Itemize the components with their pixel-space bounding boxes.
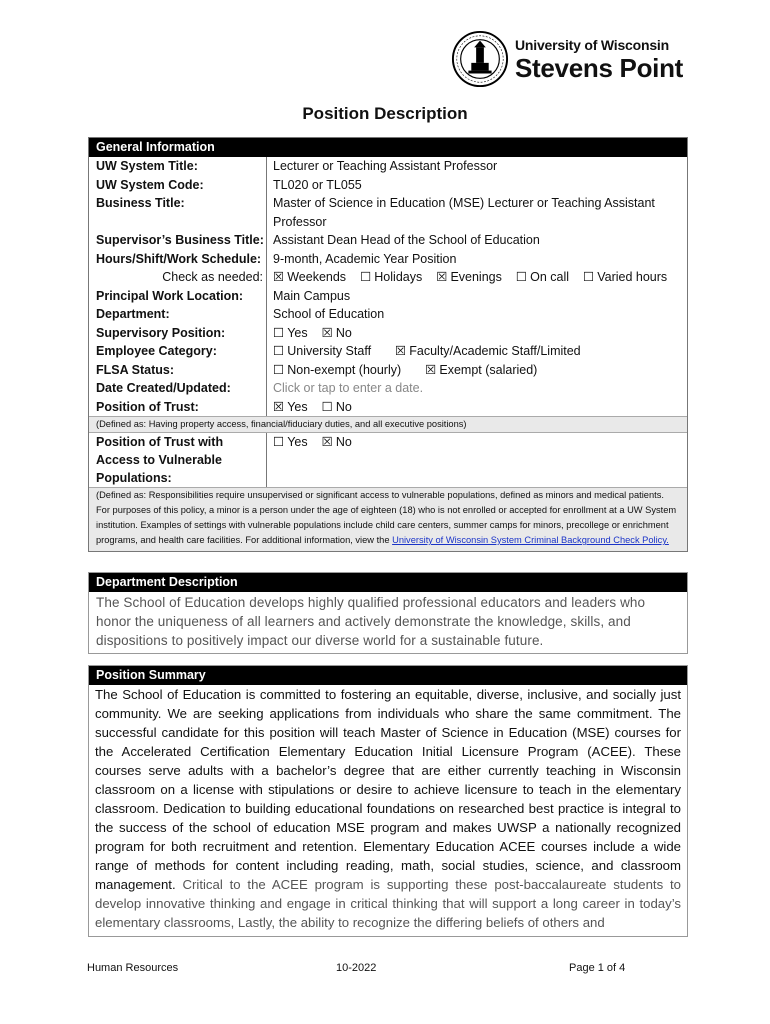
general-information-header: General Information xyxy=(89,138,687,157)
supervisory-checkboxes xyxy=(266,324,687,343)
checkbox-label: Evenings xyxy=(450,270,502,284)
footer-department: Human Resources xyxy=(87,962,179,974)
checkbox-box: ☒ xyxy=(395,344,407,358)
background-check-policy-link[interactable]: University of Wisconsin System Criminal Background Check Policy. xyxy=(392,535,669,545)
field-label: Department: xyxy=(96,307,170,321)
position-summary-text[interactable] xyxy=(89,685,687,936)
info-row-supervisory xyxy=(89,324,687,343)
checkbox-label: Weekends xyxy=(287,270,347,284)
checkbox-label: Yes xyxy=(287,435,308,449)
university-seal-icon xyxy=(451,30,509,88)
summary-main-text: The School of Education is committed to fostering an equitable, diverse, inclusive, and socially just community. We are seeking applications from individuals who share the same commitment. The successful candidate for this position will teach Master of Science in Education (MSE) courses for the Accelerated Certification Elementary Education Initial Licensure Program (ACEE). These courses serve adults with a bachelor’s degree that are either currently teaching in Wisconsin classroom on a license with stipulations or desire to achieve licensure to teach in the elementary classroom. Dedication to building educational foundations on researched best practice is integral to the success of the school of education MSE program and makes UWSP a nationally recognized program for both recruitment and retention. Elementary Education ACEE courses include a wide range of methods for content including reading, math, social studies, science, and classroom management. xyxy=(95,687,681,892)
trust-checkboxes xyxy=(266,398,687,417)
footer-date: 10-2022 xyxy=(336,962,377,974)
field-label: Position of Trust: xyxy=(96,399,199,414)
info-row-location xyxy=(89,287,687,306)
checkbox-varied-hours[interactable] xyxy=(583,270,667,284)
checkbox-box: ☒ xyxy=(425,362,437,377)
checkbox-label: Yes xyxy=(287,399,308,414)
checkbox-label: Non-exempt (hourly) xyxy=(287,362,402,377)
checkbox-label: Varied hours xyxy=(597,270,668,284)
position-summary-header: Position Summary xyxy=(89,666,687,685)
vulnerable-checkboxes xyxy=(266,433,687,487)
checkbox-box: ☐ xyxy=(360,270,372,284)
field-label: Supervisor’s Business Title: xyxy=(96,233,264,247)
checkbox-supervisory-yes[interactable] xyxy=(273,326,308,340)
info-row-supervisor-title xyxy=(89,231,687,250)
schedule-checkboxes xyxy=(266,268,687,287)
field-label: UW System Title: xyxy=(96,159,198,173)
field-label: FLSA Status: xyxy=(96,362,175,377)
checkbox-label: No xyxy=(335,435,352,449)
checkbox-university-staff[interactable] xyxy=(273,344,371,358)
logo-campus-name: Stevens Point xyxy=(515,52,684,83)
checkbox-box: ☐ xyxy=(321,399,333,414)
checkbox-trust-no[interactable] xyxy=(322,400,352,414)
checkbox-box: ☐ xyxy=(273,435,285,449)
info-row-category xyxy=(89,342,687,361)
field-label: Employee Category: xyxy=(96,344,217,358)
field-label: Supervisory Position: xyxy=(96,325,226,340)
checkbox-faculty-staff[interactable] xyxy=(395,344,581,358)
checkbox-exempt[interactable] xyxy=(425,363,537,377)
checkbox-evenings[interactable] xyxy=(436,270,502,284)
checkbox-holidays[interactable] xyxy=(360,270,422,284)
checkbox-box: ☐ xyxy=(583,270,595,284)
field-value[interactable]: School of Education xyxy=(266,305,687,324)
checkbox-vulnerable-yes[interactable] xyxy=(273,435,308,449)
field-label: Hours/Shift/Work Schedule: xyxy=(96,251,262,266)
department-description-text[interactable]: The School of Education develops highly qualified professional educators and leaders who honor the uniqueness of all learners and actively demonstrate the knowledge, skills, and dispositions to positively impact our diverse world for a sustainable future. xyxy=(96,595,646,648)
checkbox-label: No xyxy=(335,325,352,340)
position-summary-section xyxy=(88,665,688,937)
info-row-schedule xyxy=(89,250,687,269)
checkbox-label: Exempt (salaried) xyxy=(439,362,538,377)
checkbox-non-exempt[interactable] xyxy=(273,363,401,377)
info-row-system-code xyxy=(89,176,687,195)
checkbox-vulnerable-no[interactable] xyxy=(322,435,352,449)
field-value[interactable]: Lecturer or Teaching Assistant Professor xyxy=(266,157,687,176)
checkbox-box: ☒ xyxy=(273,399,285,414)
checkbox-box: ☒ xyxy=(436,270,448,284)
info-row-system-title xyxy=(89,157,687,176)
date-field[interactable]: Click or tap to enter a date. xyxy=(266,379,687,398)
checkbox-box: ☐ xyxy=(273,362,285,377)
checkbox-label: On call xyxy=(530,270,569,284)
checkbox-box: ☐ xyxy=(273,344,285,358)
info-row-trust xyxy=(89,398,687,417)
info-row-check-as-needed xyxy=(89,268,687,287)
checkbox-box: ☒ xyxy=(321,325,333,340)
field-value[interactable]: Assistant Dean Head of the School of Education xyxy=(266,231,687,250)
checkbox-on-call[interactable] xyxy=(516,270,569,284)
checkbox-trust-yes[interactable] xyxy=(273,400,308,414)
info-row-date xyxy=(89,379,687,398)
field-value[interactable]: TL020 or TL055 xyxy=(266,176,687,195)
university-logo xyxy=(451,30,683,88)
checkbox-label: Holidays xyxy=(374,270,423,284)
vulnerable-definition-note xyxy=(89,487,687,551)
info-row-business-title xyxy=(89,194,687,231)
checkbox-label: Yes xyxy=(287,325,308,340)
field-label: UW System Code: xyxy=(96,177,204,192)
flsa-checkboxes xyxy=(266,361,687,380)
field-value[interactable]: Main Campus xyxy=(266,287,687,306)
field-label-line: Populations: xyxy=(96,471,172,485)
checkbox-label: No xyxy=(335,399,352,414)
footer-page-number: Page 1 of 4 xyxy=(569,962,626,974)
info-row-flsa xyxy=(89,361,687,380)
checkbox-box: ☐ xyxy=(515,270,528,284)
category-checkboxes xyxy=(266,342,687,361)
general-information-table xyxy=(88,137,688,552)
checkbox-box: ☒ xyxy=(321,435,333,449)
field-value[interactable]: 9-month, Academic Year Position xyxy=(266,250,687,269)
field-label: Principal Work Location: xyxy=(96,288,244,303)
field-label xyxy=(89,433,266,487)
field-label: Check as needed: xyxy=(162,270,263,284)
logo-university-name: University of Wisconsin xyxy=(515,36,669,53)
checkbox-box: ☒ xyxy=(273,270,285,284)
checkbox-supervisory-no[interactable] xyxy=(322,326,352,340)
checkbox-box: ☐ xyxy=(273,325,285,340)
checkbox-weekends[interactable] xyxy=(273,270,346,284)
department-description-header: Department Description xyxy=(89,573,687,592)
vulnerable-note-text: (Defined as: Responsibilities require unsupervised or significant access to vulnerable populations, defined as minors and medical patients. For purposes of this policy, a minor is a person under the age of eighteen (18) who is not enrolled or accepted for enrollment at a UW System institution. Examples of settings with vulnerable populations include child care centers, summer camps for minors, precollege or enrichment programs, and health care facilities. For additional information, view the xyxy=(96,490,677,545)
department-description-section xyxy=(88,572,688,654)
field-value[interactable]: Master of Science in Education (MSE) Lecturer or Teaching Assistant Professor xyxy=(266,194,687,231)
field-label: Business Title: xyxy=(96,196,185,210)
field-label: Date Created/Updated: xyxy=(96,381,231,395)
summary-continued-text: Critical to the ACEE program is supporting these post-baccalaureate students to develop innovative thinking and engage in critical thinking that will support a long career in today’s elementary classrooms, Lastly, the ability to recognize the differing beliefs of others and xyxy=(95,877,681,930)
checkbox-label: Faculty/Academic Staff/Limited xyxy=(409,344,581,358)
info-row-department xyxy=(89,305,687,324)
document-title: Position Description xyxy=(302,104,468,123)
field-label-line: Access to Vulnerable xyxy=(96,453,222,467)
trust-definition-note: (Defined as: Having property access, financial/fiduciary duties, and all executive positions) xyxy=(89,416,687,433)
info-row-vulnerable xyxy=(89,433,687,487)
checkbox-label: University Staff xyxy=(287,344,372,358)
field-label-line: Position of Trust with xyxy=(96,435,224,449)
